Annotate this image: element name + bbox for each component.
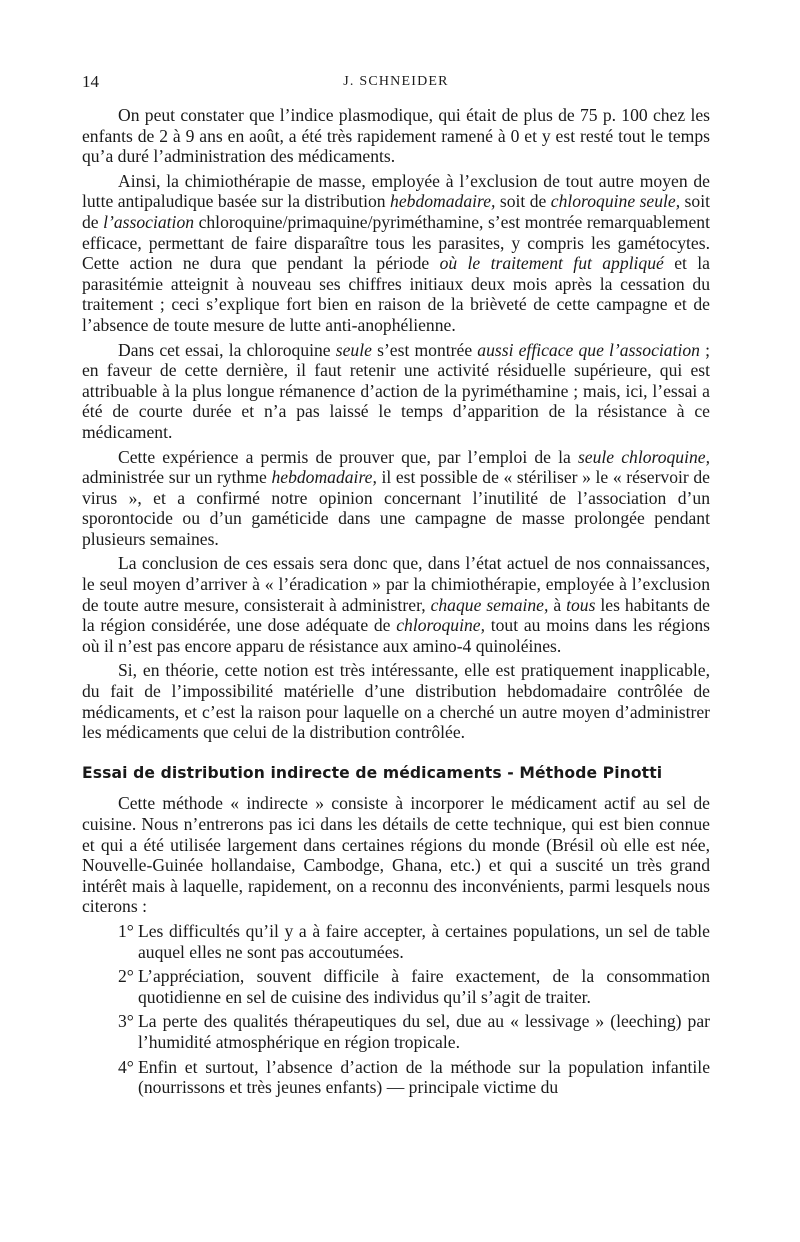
text-run: chloroquine/primaquine/pyriméthamine, s’est montrée remarquablement efficace, permettant de faire disparaître tous les parasites, y compris les gamétocytes. Cette action ne dura que pendant la période bbox=[82, 211, 710, 274]
list-item bbox=[82, 1011, 710, 1052]
paragraph bbox=[82, 105, 710, 167]
italic-text: l’association bbox=[103, 211, 195, 232]
text-run: On peut constater que l’indice plasmodique, qui était de plus de 75 p. 100 chez les enfants de 2 à 9 ans en août, a été très rapidement ramené à 0 et y est resté tout le temps qu’a duré l’administration des médicaments. bbox=[82, 105, 710, 167]
body-text bbox=[82, 105, 710, 1102]
list-item-number: 1° bbox=[118, 920, 134, 941]
text-run: Ainsi, la chimiothérapie de masse, employée à l’exclusion de tout autre moyen de lutte antipaludique basée sur la distribution bbox=[82, 170, 710, 212]
paragraph bbox=[82, 553, 710, 656]
list-item-number: 2° bbox=[118, 966, 134, 987]
text-run: et la parasitémie atteignit à nouveau ses chiffres initiaux deux mois après la cessation du traitement ; ceci s’explique fort bien en raison de la brièveté de cette campagne et de l’absence de toute mesure de lutte anti-anophélienne. bbox=[82, 253, 710, 335]
paragraph bbox=[82, 171, 710, 336]
list-item-text: L’appréciation, souvent difficile à faire exactement, de la consommation quotidienne en sel de cuisine des individus qu’il s’agit de traiter. bbox=[138, 966, 710, 1007]
numbered-list bbox=[82, 921, 710, 1098]
paragraph bbox=[82, 660, 710, 742]
text-run: s’est montrée bbox=[371, 339, 478, 360]
list-item-text: La perte des qualités thérapeutiques du sel, due au « lessivage » (leeching) par l’humidité atmosphérique en région tropicale. bbox=[138, 1011, 710, 1052]
text-run: à bbox=[548, 594, 567, 615]
italic-text: hebdomadaire, bbox=[390, 191, 496, 212]
list-item-number: 4° bbox=[118, 1056, 134, 1077]
page-header bbox=[82, 72, 710, 96]
list-item bbox=[82, 921, 710, 962]
paragraph bbox=[82, 340, 710, 443]
text-run: les habitants de la région considérée, une dose adéquate de bbox=[82, 594, 710, 636]
text-run: tout au moins dans les régions où il n’est pas encore apparu de résistance aux amino-4 quinoléines. bbox=[82, 615, 711, 656]
list-item bbox=[82, 1057, 710, 1098]
italic-text: hebdomadaire, bbox=[271, 467, 377, 488]
italic-text: où le traitement fut appliqué bbox=[439, 253, 664, 274]
list-item-text: Enfin et surtout, l’absence d’action de la méthode sur la population infantile (nourrissons et très jeunes enfants) — principale victime du bbox=[138, 1056, 710, 1098]
italic-text: seule chloroquine, bbox=[577, 446, 710, 467]
text-run: il est possible de « stériliser » le « réservoir de virus », et a confirmé notre opinion concernant l’inutilité de l’association d’un sporontocide ou d’un gaméticide dans une campagne de masse prolongée pendant plusieurs semaines. bbox=[82, 467, 710, 549]
text-run: soit de bbox=[495, 191, 551, 212]
text-run: ; en faveur de cette dernière, il faut retenir une activité résiduelle supérieure, qui est attribuable à la plus longue rémanence d’action de la pyriméthamine ; mais, ici, l’essai a été de courte durée et n’a pas laissé le temps d’apparition de la résistance à ce médicament. bbox=[82, 339, 710, 442]
text-run: soit de bbox=[82, 191, 710, 232]
italic-text: seule bbox=[335, 339, 372, 360]
text-run: Si, en théorie, cette notion est très intéressante, elle est pratiquement inapplicable, du fait de l’impossibilité matérielle d’une distribution hebdomadaire contrôlée de médicaments, et c’est la raison pour laquelle on a cherché un autre moyen d’administrer les médicaments que celui de la distribution contrôlée. bbox=[82, 660, 710, 743]
list-item bbox=[82, 966, 710, 1007]
paragraph-list bbox=[82, 105, 710, 743]
section-heading: Essai de distribution indirecte de médicaments - Méthode Pinotti bbox=[82, 763, 663, 782]
italic-text: chaque semaine, bbox=[430, 594, 549, 615]
list-item-text: Les difficultés qu’il y a à faire accepter, à certaines populations, un sel de table auquel elles ne sont pas accoutumées. bbox=[138, 920, 710, 962]
list-item-number: 3° bbox=[118, 1011, 134, 1032]
italic-text: chloroquine, bbox=[396, 615, 485, 636]
text-run: La conclusion de ces essais sera donc que, dans l’état actuel de nos connaissances, le seul moyen d’arriver à « l’éradication » par la chimiothérapie, employée à l’exclusion de toute autre mesure, consisterait à administrer, bbox=[82, 553, 710, 615]
text-run: Dans cet essai, la chloroquine bbox=[118, 339, 336, 360]
italic-text: aussi efficace que l’association bbox=[477, 339, 700, 360]
text-run: Cette expérience a permis de prouver que, par l’emploi de la bbox=[118, 446, 578, 467]
page-number: 14 bbox=[82, 72, 99, 91]
text-run: administrée sur un rythme bbox=[82, 467, 272, 488]
paragraph bbox=[82, 447, 710, 550]
italic-text: chloroquine seule, bbox=[550, 191, 681, 212]
section-intro-paragraph: Cette méthode « indirecte » consiste à incorporer le médicament actif au sel de cuisine. Nous n’entrerons pas ici dans les détails de cette technique, qui est bien connue et qui a été utilisée largement dans certaines régions du monde (Brésil où elle est née, Nouvelle-Guinée hollandaise, Cambodge, Ghana, etc.) et qui a suscité un très grand intérêt mais à laquelle, rapidement, on a reconnu des inconvénients, parmi lesquels nous citerons : bbox=[82, 793, 710, 917]
running-head: J. SCHNEIDER bbox=[343, 74, 449, 89]
italic-text: tous bbox=[566, 594, 596, 615]
